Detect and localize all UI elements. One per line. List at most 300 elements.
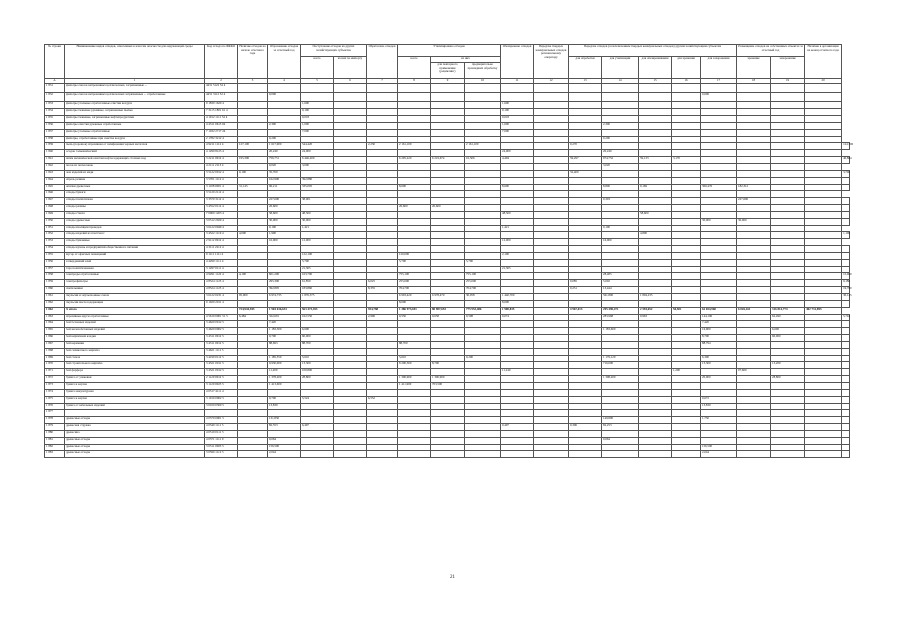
value-cell — [842, 369, 850, 376]
table-row — [45, 355, 850, 362]
value-cell — [672, 83, 701, 92]
value-cell — [805, 92, 842, 101]
value-cell — [334, 280, 367, 287]
value-cell — [805, 150, 842, 157]
value-cell — [534, 122, 569, 129]
value-cell — [602, 211, 639, 218]
value-cell — [569, 109, 602, 116]
value-cell — [465, 396, 501, 403]
value-cell: 6 446,200 — [301, 157, 334, 164]
value-cell: 0,963 — [639, 314, 672, 321]
waste-code-cell: 4 4290 1111 4 — [205, 259, 238, 266]
value-cell — [431, 184, 465, 191]
value-cell — [569, 410, 602, 417]
value-cell — [701, 287, 737, 294]
table-row — [45, 376, 850, 383]
value-cell — [238, 239, 268, 246]
value-cell: 4,100 — [238, 273, 268, 280]
value-cell — [805, 348, 842, 355]
value-cell — [842, 362, 850, 369]
value-cell — [268, 109, 301, 116]
value-cell: 16,000 — [268, 239, 301, 246]
waste-name-cell: бумага и картон — [65, 396, 205, 403]
value-cell — [501, 403, 534, 410]
value-cell — [672, 191, 701, 198]
value-cell — [569, 239, 602, 246]
waste-code-cell: 2 1120 0012 5 — [205, 376, 238, 383]
row-number-cell: 1 863 — [45, 314, 65, 321]
value-cell: 13,300 — [301, 362, 334, 369]
waste-name-cell: обрезь резины — [65, 177, 205, 184]
value-cell — [737, 205, 771, 212]
value-cell — [431, 321, 465, 328]
value-cell — [569, 102, 602, 109]
value-cell — [842, 328, 850, 335]
value-cell — [672, 109, 701, 116]
value-cell — [501, 170, 534, 177]
value-cell — [569, 376, 602, 383]
value-cell — [771, 273, 805, 280]
value-cell — [398, 232, 431, 239]
value-cell — [301, 430, 334, 437]
value-cell — [334, 136, 367, 143]
value-cell: 156,500 — [268, 444, 301, 451]
value-cell: 80 987,653 — [431, 307, 465, 314]
waste-name-cell: бой бетонных изделий — [65, 321, 205, 328]
value-cell — [672, 430, 701, 437]
value-cell: 2,996 — [367, 314, 398, 321]
value-cell — [569, 232, 602, 239]
value-cell: 162,550 — [301, 314, 334, 321]
value-cell — [639, 273, 672, 280]
value-cell — [398, 430, 431, 437]
value-cell — [737, 403, 771, 410]
value-cell — [737, 122, 771, 129]
value-cell: 0,100 — [501, 109, 534, 116]
value-cell — [805, 424, 842, 431]
value-cell: 26,600 — [398, 205, 431, 212]
value-cell: 6,300 — [701, 355, 737, 362]
value-cell — [534, 150, 569, 157]
value-cell: 127,100 — [238, 143, 268, 150]
value-cell — [639, 252, 672, 259]
value-cell — [771, 287, 805, 294]
row-number-cell: 1 879 — [45, 424, 65, 431]
column-number: 4 — [268, 79, 301, 84]
value-cell — [501, 430, 534, 437]
value-cell — [672, 294, 701, 301]
value-cell — [334, 430, 367, 437]
value-cell: 59,297 — [569, 157, 602, 164]
value-cell — [701, 122, 737, 129]
table-row — [45, 102, 850, 109]
value-cell — [534, 205, 569, 212]
value-cell — [805, 430, 842, 437]
value-cell — [672, 136, 701, 143]
value-cell — [737, 294, 771, 301]
value-cell — [805, 335, 842, 342]
value-cell — [238, 396, 268, 403]
value-cell — [602, 451, 639, 458]
value-cell — [771, 163, 805, 170]
value-cell: 5,700 — [398, 259, 431, 266]
value-cell — [737, 136, 771, 143]
value-cell: 195,300 — [238, 157, 268, 164]
value-cell — [534, 369, 569, 376]
value-cell — [737, 389, 771, 396]
value-cell — [367, 424, 398, 431]
value-cell — [771, 170, 805, 177]
row-number-cell: 1 840 — [45, 150, 65, 157]
value-cell — [639, 389, 672, 396]
value-cell — [301, 410, 334, 417]
row-number-cell: 1 865 — [45, 328, 65, 335]
table-row — [45, 451, 850, 458]
value-cell — [534, 437, 569, 444]
waste-code-cell: 3 4620 0012 5 — [205, 321, 238, 328]
value-cell — [238, 444, 268, 451]
table-row — [45, 170, 850, 177]
value-cell — [639, 266, 672, 273]
row-number-cell: 1 838 — [45, 136, 65, 143]
value-cell: 11,240 — [501, 369, 534, 376]
waste-code-cell: 3 0100 0300 5 — [205, 403, 238, 410]
value-cell — [431, 83, 465, 92]
value-cell — [672, 335, 701, 342]
value-cell — [672, 328, 701, 335]
value-cell — [367, 266, 398, 273]
value-cell — [367, 430, 398, 437]
value-cell — [569, 246, 602, 253]
value-cell — [431, 218, 465, 225]
value-cell — [771, 396, 805, 403]
value-cell — [569, 382, 602, 389]
value-cell: 322,691 — [268, 314, 301, 321]
waste-code-cell: 4 9291 1122 4 — [205, 273, 238, 280]
value-cell — [534, 451, 569, 458]
value-cell: 13,839 — [701, 403, 737, 410]
value-cell — [771, 437, 805, 444]
value-cell — [737, 341, 771, 348]
value-cell — [771, 198, 805, 205]
value-cell — [672, 205, 701, 212]
value-cell — [334, 177, 367, 184]
value-cell — [805, 396, 842, 403]
value-cell — [569, 396, 602, 403]
value-cell — [238, 83, 268, 92]
value-cell: 704,700 — [465, 287, 501, 294]
waste-code-cell: 3 4190 0112 5 — [205, 355, 238, 362]
row-number-cell: 1 848 — [45, 205, 65, 212]
value-cell: 1,000 — [301, 122, 334, 129]
value-cell — [805, 314, 842, 321]
value-cell — [569, 129, 602, 136]
value-cell — [569, 198, 602, 205]
value-cell — [334, 369, 367, 376]
value-cell — [238, 430, 268, 437]
value-cell — [701, 266, 737, 273]
value-cell — [672, 225, 701, 232]
value-cell — [639, 348, 672, 355]
waste-name-cell: песок из песколовок — [65, 163, 205, 170]
value-cell — [367, 294, 398, 301]
value-cell — [672, 314, 701, 321]
value-cell — [639, 369, 672, 376]
waste-name-cell: осадок гальванический — [65, 150, 205, 157]
value-cell: 0,018 — [501, 116, 534, 123]
value-cell — [737, 170, 771, 177]
waste-name-cell: отходы резины — [65, 205, 205, 212]
value-cell — [737, 382, 771, 389]
value-cell: 88,700 — [301, 341, 334, 348]
value-cell — [465, 218, 501, 225]
value-cell — [501, 177, 534, 184]
value-cell — [569, 321, 602, 328]
value-cell — [805, 362, 842, 369]
value-cell — [238, 122, 268, 129]
value-cell: 755,100 — [465, 273, 501, 280]
column-number: 3 — [238, 79, 268, 84]
header-transfer-processing: для обработки — [569, 57, 602, 79]
value-cell — [701, 143, 737, 150]
column-number: 18 — [737, 79, 771, 84]
value-cell — [367, 376, 398, 383]
waste-name-cell: бой строительного кирпича — [65, 362, 205, 369]
table-row — [45, 266, 850, 273]
value-cell — [334, 191, 367, 198]
value-cell — [431, 129, 465, 136]
value-cell: 6 978,470 — [431, 294, 465, 301]
value-cell: 2,044 — [268, 451, 301, 458]
column-number: 16 — [672, 79, 701, 84]
value-cell — [672, 122, 701, 129]
value-cell: 8,000 — [501, 300, 534, 307]
value-cell: 95,000 — [238, 294, 268, 301]
value-cell — [367, 246, 398, 253]
value-cell: 0,200 — [465, 355, 501, 362]
value-cell — [639, 444, 672, 451]
value-cell — [334, 287, 367, 294]
value-cell — [367, 451, 398, 458]
row-number-cell: 1 872 — [45, 376, 65, 383]
value-cell — [465, 191, 501, 198]
waste-code-cell: 4 9211 1112 4 — [205, 143, 238, 150]
table-row — [45, 369, 850, 376]
value-cell — [701, 430, 737, 437]
value-cell — [602, 205, 639, 212]
value-cell — [737, 280, 771, 287]
value-cell — [398, 403, 431, 410]
value-cell — [771, 252, 805, 259]
value-cell — [431, 116, 465, 123]
value-cell — [602, 102, 639, 109]
value-cell — [639, 102, 672, 109]
row-number-cell: 1 883 — [45, 451, 65, 458]
value-cell — [501, 335, 534, 342]
value-cell — [398, 444, 431, 451]
value-cell — [569, 437, 602, 444]
waste-name-cell: фильтры очистки рукавные отработанные — [65, 122, 205, 129]
value-cell: 31,145 — [238, 184, 268, 191]
value-cell — [431, 232, 465, 239]
value-cell — [672, 355, 701, 362]
value-cell — [431, 266, 465, 273]
value-cell — [602, 252, 639, 259]
value-cell: 7,000 — [301, 129, 334, 136]
waste-code-cell: 9 1111 1111 4 — [205, 252, 238, 259]
value-cell — [639, 92, 672, 101]
value-cell — [805, 444, 842, 451]
value-cell — [639, 109, 672, 116]
value-cell — [805, 266, 842, 273]
value-cell — [367, 92, 398, 101]
value-cell — [431, 252, 465, 259]
value-cell — [805, 451, 842, 458]
value-cell: 1,000 — [501, 122, 534, 129]
value-cell — [534, 129, 569, 136]
row-number-cell: 1 876 — [45, 403, 65, 410]
value-cell — [501, 410, 534, 417]
value-cell — [805, 246, 842, 253]
value-cell — [805, 170, 842, 177]
value-cell — [569, 218, 602, 225]
table-row — [45, 83, 850, 92]
value-cell — [334, 266, 367, 273]
value-cell — [334, 184, 367, 191]
value-cell — [842, 389, 850, 396]
value-cell: 16,900 — [701, 328, 737, 335]
value-cell — [534, 83, 569, 92]
value-cell — [431, 273, 465, 280]
value-cell: 6,497 — [301, 424, 334, 431]
value-cell — [431, 122, 465, 129]
value-cell — [672, 163, 701, 170]
value-cell — [367, 122, 398, 129]
waste-name-cell: фильтры угольные отработанные очистки воздуха — [65, 102, 205, 109]
value-cell — [334, 307, 367, 314]
value-cell — [805, 122, 842, 129]
value-cell: 0,930,000 — [268, 362, 301, 369]
row-number-cell: 1 874 — [45, 389, 65, 396]
value-cell — [465, 205, 501, 212]
value-cell — [842, 259, 850, 266]
value-cell — [398, 396, 431, 403]
value-cell — [639, 321, 672, 328]
table-row — [45, 328, 850, 335]
value-cell — [465, 163, 501, 170]
value-cell — [672, 321, 701, 328]
value-cell: 295,300 — [268, 280, 301, 287]
table-row — [45, 280, 850, 287]
value-cell — [501, 444, 534, 451]
table-row — [45, 109, 850, 116]
value-cell: 163,700 — [301, 273, 334, 280]
value-cell — [569, 355, 602, 362]
value-cell — [501, 273, 534, 280]
value-cell — [701, 259, 737, 266]
table-row — [45, 122, 850, 129]
value-cell — [639, 396, 672, 403]
value-cell — [771, 417, 805, 424]
value-cell: 7,420 — [268, 321, 301, 328]
value-cell — [672, 116, 701, 123]
value-cell — [842, 403, 850, 410]
value-cell: 255,000 — [465, 280, 501, 287]
value-cell — [367, 205, 398, 212]
value-cell: 1 179,120 — [602, 355, 639, 362]
value-cell — [602, 246, 639, 253]
value-cell — [805, 157, 842, 164]
table-row — [45, 424, 850, 431]
value-cell: 300,476 — [701, 184, 737, 191]
value-cell — [805, 355, 842, 362]
value-cell — [805, 83, 842, 92]
value-cell: 9,180 — [842, 280, 850, 287]
value-cell — [771, 129, 805, 136]
waste-code-cell: 3 6122 0231 4 — [205, 294, 238, 301]
value-cell — [398, 239, 431, 246]
value-cell: 227,600 — [268, 198, 301, 205]
value-cell: 149,800 — [602, 417, 639, 424]
value-cell — [534, 389, 569, 396]
value-cell — [771, 225, 805, 232]
waste-report-table — [44, 44, 854, 458]
waste-name-cell: отходы изделий из пластмасс — [65, 232, 205, 239]
value-cell — [465, 170, 501, 177]
waste-code-cell: 3 1297 0111 4 — [205, 266, 238, 273]
row-number-cell: 1 868 — [45, 348, 65, 355]
value-cell: 32,400 — [569, 170, 602, 177]
value-cell — [639, 143, 672, 150]
value-cell: 0,064 — [602, 437, 639, 444]
value-cell: 1 617,900 — [268, 143, 301, 150]
value-cell — [431, 396, 465, 403]
header-preprocessed: предварительно прошедших обработку — [465, 63, 501, 79]
value-cell — [431, 225, 465, 232]
value-cell — [639, 355, 672, 362]
value-cell: 8,600 — [398, 184, 431, 191]
waste-name-cell: бой кирпичной кладки — [65, 335, 205, 342]
row-number-cell: 1 862 — [45, 300, 65, 307]
row-number-cell: 1 869 — [45, 355, 65, 362]
row-number-cell: 1 854 — [45, 246, 65, 253]
value-cell — [534, 410, 569, 417]
value-cell: 724,944,943 — [238, 307, 268, 314]
waste-name-cell: фильтры смесок нитрованных целлюлозных, загрязненные ... — [65, 83, 205, 92]
value-cell — [465, 225, 501, 232]
waste-name-cell: отходы изоляции проводов — [65, 225, 205, 232]
value-cell — [602, 382, 639, 389]
value-cell — [465, 410, 501, 417]
value-cell — [534, 417, 569, 424]
value-cell — [465, 335, 501, 342]
table-row — [45, 430, 850, 437]
value-cell — [672, 246, 701, 253]
value-cell — [701, 205, 737, 212]
value-cell — [334, 417, 367, 424]
value-cell — [334, 328, 367, 335]
value-cell — [842, 246, 850, 253]
value-cell: 30,000 — [268, 218, 301, 225]
value-cell — [771, 451, 805, 458]
waste-name-cell: эмульсии маслосодержащие — [65, 300, 205, 307]
row-number-cell: 1 842 — [45, 163, 65, 170]
waste-code-cell: 3 1910 0002 5 — [205, 396, 238, 403]
value-cell — [431, 335, 465, 342]
value-cell — [534, 444, 569, 451]
value-cell — [639, 170, 672, 177]
value-cell: 1 904 636,633 — [268, 307, 301, 314]
